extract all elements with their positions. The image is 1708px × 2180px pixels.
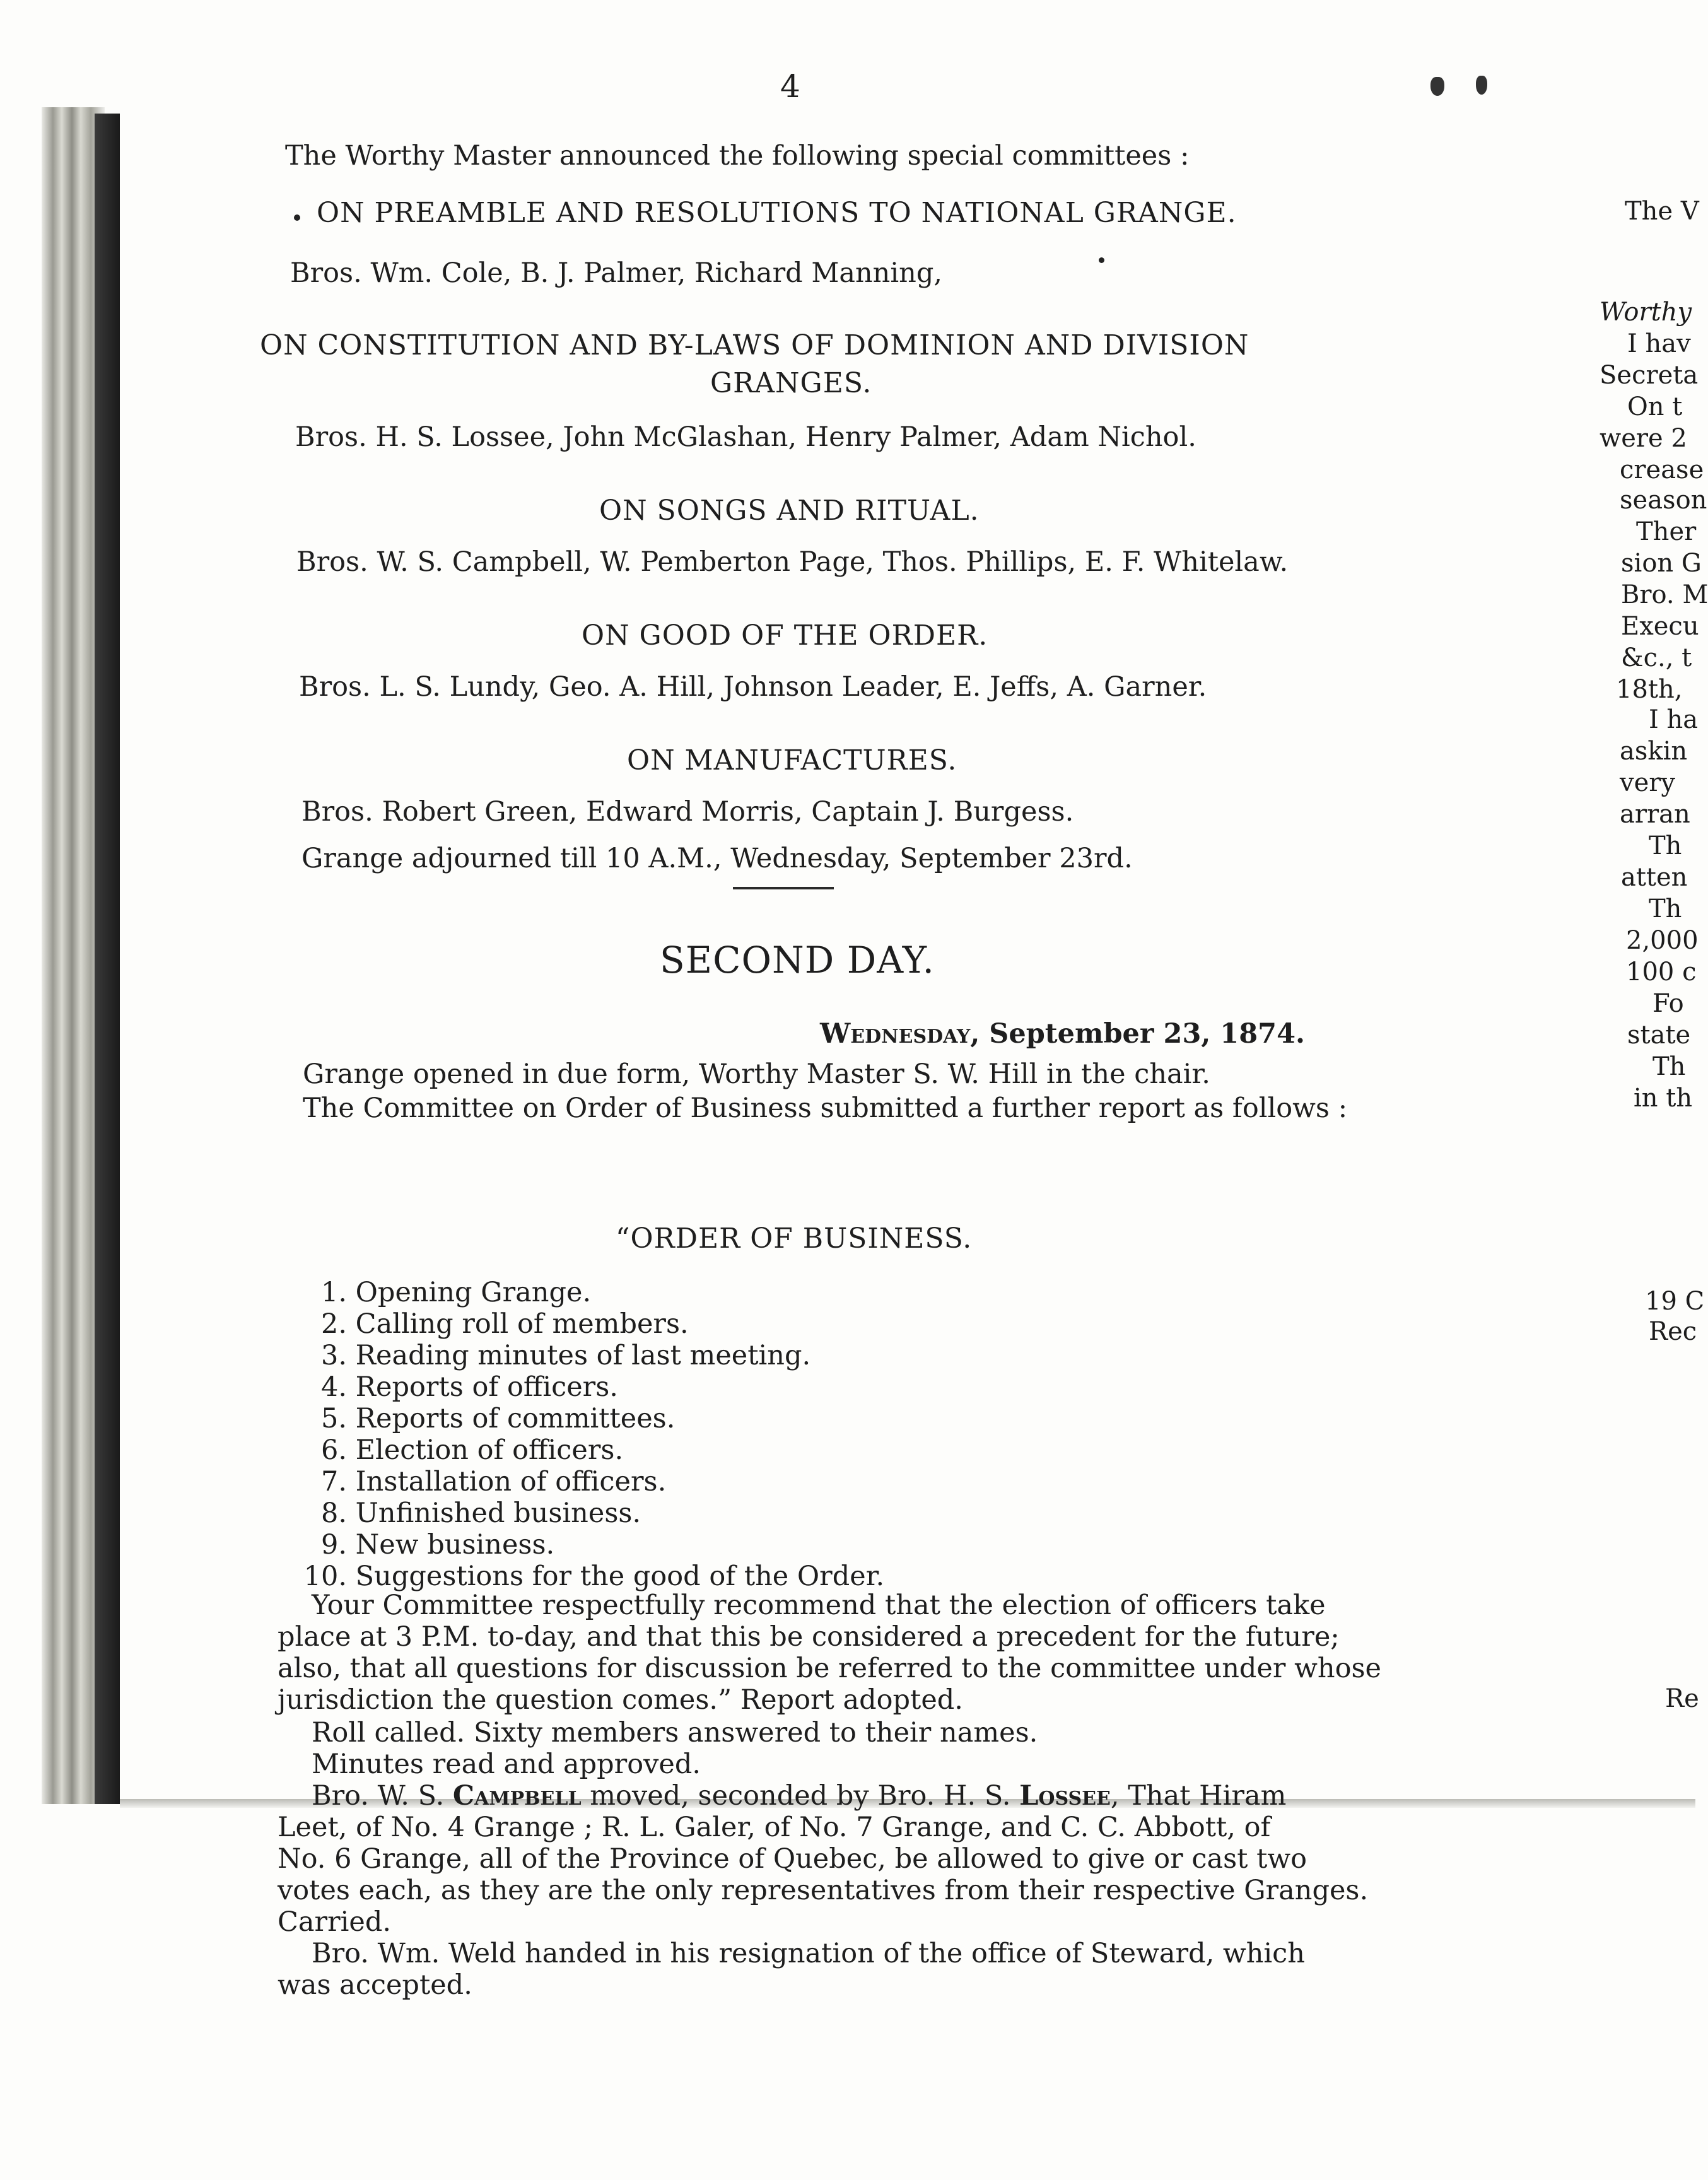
facing-page-text: crease (1620, 455, 1704, 484)
facing-page-text: Th (1649, 894, 1682, 923)
section-divider (733, 887, 834, 889)
seconder-name: Lossee (1019, 1780, 1111, 1812)
facing-page-text: Worthy (1600, 298, 1692, 327)
committee-members-preamble: Bros. Wm. Cole, B. J. Palmer, Richard Manning, (290, 257, 943, 289)
facing-page-text: very (1620, 768, 1675, 797)
order-of-business-heading: “ORDER OF BUSINESS. (616, 1222, 973, 1255)
facing-page-text: I ha (1649, 705, 1699, 734)
list-item: 9. New business. (320, 1529, 555, 1561)
resignation-line: Bro. Wm. Weld handed in his resignation of the office of Steward, which (312, 1938, 1305, 1969)
committee-heading-manufactures: ON MANUFACTURES. (627, 744, 957, 776)
facing-page-text: Ther (1636, 517, 1697, 546)
recommendation-line: Your Committee respectfully recommend that the election of officers take (312, 1590, 1326, 1621)
facing-page-text: state (1627, 1021, 1691, 1050)
list-item: 6. Election of officers. (320, 1434, 624, 1466)
page-number: 4 (780, 68, 800, 105)
facing-page-text: askin (1620, 737, 1688, 766)
committee-members-manufactures: Bros. Robert Green, Edward Morris, Captain J. Burgess. (301, 796, 1074, 828)
facing-page-text: 19 C (1645, 1287, 1705, 1316)
ink-mark (1476, 76, 1487, 95)
opening-statement: Grange opened in due form, Worthy Master S. W. Hill in the chair. (303, 1058, 1210, 1090)
list-item: 2. Calling roll of members. (320, 1308, 689, 1340)
committee-heading-songs: ON SONGS AND RITUAL. (599, 495, 980, 527)
list-item: 7. Installation of officers. (320, 1466, 667, 1497)
list-item: 8. Unfinished business. (320, 1497, 641, 1529)
facing-page-text: 2,000 (1626, 926, 1699, 955)
facing-page-text: The V (1625, 197, 1699, 226)
committee-members-songs: Bros. W. S. Campbell, W. Pemberton Page, Thos. Phillips, E. F. Whitelaw. (296, 546, 1289, 578)
facing-page-text: Execu (1621, 612, 1699, 641)
motion-line: Carried. (278, 1906, 392, 1938)
facing-page-text: atten (1621, 863, 1688, 892)
committee-heading-good-of-order: ON GOOD OF THE ORDER. (582, 619, 988, 652)
committee-members-good-of-order: Bros. L. S. Lundy, Geo. A. Hill, Johnson Leader, E. Jeffs, A. Garner. (299, 671, 1207, 703)
facing-page-text: in th (1634, 1084, 1693, 1113)
minutes-note: Minutes read and approved. (312, 1749, 701, 1780)
list-item: 5. Reports of committees. (320, 1403, 676, 1434)
bullet-mark (294, 214, 300, 221)
facing-page-text: On t (1627, 392, 1683, 421)
facing-page-text: I hav (1627, 329, 1691, 358)
list-item: 10. Suggestions for the good of the Order. (303, 1561, 885, 1592)
facing-page-text: sion G (1621, 549, 1702, 578)
facing-page-text: Fo (1652, 989, 1684, 1018)
gutter-shadow (95, 114, 120, 1804)
bullet-mark (1099, 257, 1104, 263)
committee-heading-preamble: ON PREAMBLE AND RESOLUTIONS TO NATIONAL GRANGE. (317, 197, 1237, 229)
facing-page-text: Rec (1649, 1317, 1697, 1346)
facing-page-text: &c., t (1621, 643, 1692, 672)
committee-report-intro: The Committee on Order of Business submitted a further report as follows : (303, 1093, 1348, 1124)
facing-page-text: arran (1620, 800, 1690, 829)
list-item: 1. Opening Grange. (320, 1277, 592, 1308)
facing-page-text: Secreta (1600, 361, 1699, 390)
motion-line: Leet, of No. 4 Grange ; R. L. Galer, of No. 7 Grange, and C. C. Abbott, of (278, 1812, 1271, 1843)
recommendation-line: place at 3 P.M. to-day, and that this be considered a precedent for the future; (278, 1621, 1340, 1653)
facing-page-text: 18th, (1616, 675, 1683, 704)
recommendation-line: jurisdiction the question comes.” Report adopted. (278, 1684, 963, 1716)
resignation-line: was accepted. (278, 1969, 472, 2001)
facing-page-text: were 2 (1600, 424, 1687, 453)
meeting-date (820, 1018, 1305, 1050)
motion-first-line: Bro. W. S. Campbell moved, seconded by Bro. H. S. Lossee, That Hiram (312, 1780, 1287, 1812)
motion-line: votes each, as they are the only representatives from their respective Granges. (278, 1875, 1369, 1906)
list-item: 3. Reading minutes of last meeting. (320, 1340, 811, 1371)
meeting-weekday: Wednesday, (820, 1018, 980, 1050)
facing-page-text: Th (1652, 1052, 1686, 1081)
committee-members-constitution: Bros. H. S. Lossee, John McGlashan, Henry Palmer, Adam Nichol. (295, 421, 1196, 453)
facing-page-text: 100 c (1626, 958, 1697, 987)
facing-page-text: Th (1649, 831, 1682, 860)
section-title: SECOND DAY. (660, 939, 935, 982)
facing-page-text: Bro. M (1621, 580, 1708, 609)
facing-page-text: Re (1665, 1684, 1699, 1713)
meeting-date-rest: September 23, 1874. (980, 1018, 1305, 1050)
list-item: 4. Reports of officers. (320, 1371, 618, 1403)
mover-name: Campbell (452, 1780, 582, 1812)
intro-text: The Worthy Master announced the following special committees : (285, 140, 1190, 172)
committee-heading-constitution-line2: GRANGES. (710, 367, 872, 399)
recommendation-line: also, that all questions for discussion be referred to the committee under whose (278, 1653, 1381, 1684)
roll-call-note: Roll called. Sixty members answered to their names. (312, 1717, 1038, 1749)
adjournment-note: Grange adjourned till 10 A.M., Wednesday, September 23rd. (301, 843, 1133, 874)
facing-page-text: season (1620, 486, 1707, 515)
committee-heading-constitution-line1: ON CONSTITUTION AND BY-LAWS OF DOMINION AND DIVISION (260, 329, 1249, 361)
motion-line: No. 6 Grange, all of the Province of Quebec, be allowed to give or cast two (278, 1843, 1307, 1875)
ink-mark (1430, 77, 1444, 96)
